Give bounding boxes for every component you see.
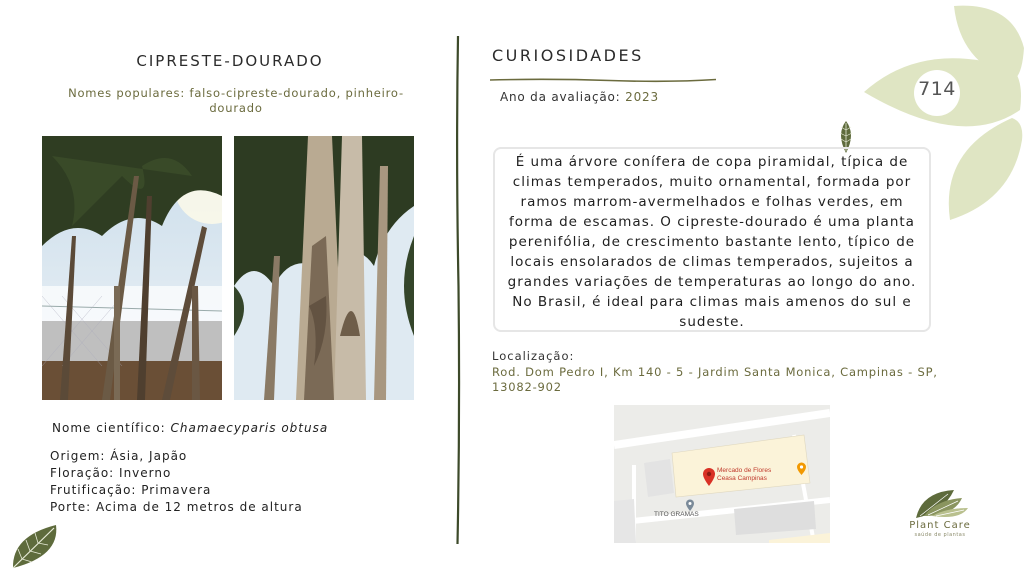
- location-address[interactable]: Rod. Dom Pedro I, Km 140 - 5 - Jardim Santa Monica, Campinas - SP, 13082-902: [492, 365, 938, 394]
- scientific-name-value: Chamaecyparis obtusa: [170, 421, 329, 435]
- fact-label: Porte:: [50, 500, 92, 514]
- plant-care-logo: [914, 488, 970, 524]
- location-map[interactable]: [614, 405, 830, 543]
- food-marker-icon: [796, 461, 807, 480]
- fact-value: Primavera: [141, 483, 212, 497]
- brand-tagline: saúde de plantas: [914, 532, 966, 538]
- map-pin-label: [717, 467, 771, 483]
- fact-value: Acima de 12 metros de altura: [96, 500, 303, 514]
- curiosities-title: CURIOSIDADES: [492, 46, 644, 65]
- scientific-name: [52, 421, 328, 435]
- fact-origin: [50, 448, 303, 465]
- evaluation-year: [500, 90, 659, 104]
- fact-value: Ásia, Japão: [110, 449, 188, 463]
- leaf-icon: [10, 522, 60, 574]
- plant-title: CIPRESTE-DOURADO: [136, 52, 324, 70]
- location-label: Localização:: [492, 349, 575, 363]
- map-secondary-label: TITO GRAMAS: [654, 511, 699, 518]
- plant-facts: [50, 448, 303, 516]
- year-value: 2023: [625, 90, 659, 104]
- tree-photo-1: [42, 136, 222, 400]
- map-pin-label-line1: Mercado de Flores: [717, 467, 772, 474]
- badge-number: 714: [918, 78, 956, 100]
- fact-label: Floração:: [50, 466, 115, 480]
- decorative-leaves: [862, 0, 1024, 234]
- description-text: É uma árvore conífera de copa piramidal, típica de climas temperados, muito ornamental, formada por ramos marrom-avermelhados e folhas verdes, em forma de escamas. O cipreste-dourado é uma planta perenifólia, de crescimento bastante lento, típico de locais ensolarados de climas temperados, sujeitos a grandes variações de temperaturas ao longo do ano. No Brasil, é ideal para climas mais amenos do sul e sudeste.: [507, 154, 917, 330]
- fact-value: Inverno: [119, 466, 172, 480]
- fact-label: Frutificação:: [50, 483, 137, 497]
- fact-label: Origem:: [50, 449, 106, 463]
- title-underline: [490, 68, 716, 74]
- fact-flowering: [50, 465, 303, 482]
- year-label: Ano da avaliação:: [500, 90, 621, 104]
- popular-names-label: Nomes populares:: [68, 86, 186, 100]
- map-pin-label-line2: Ceasa Campinas: [717, 475, 767, 482]
- brand-name: Plant Care: [909, 520, 971, 531]
- map-pin-icon: [702, 467, 716, 491]
- popular-names-value: falso-cipreste-dourado, pinheiro-dourado: [189, 86, 404, 115]
- scientific-name-label: Nome científico:: [52, 421, 166, 435]
- fact-fruiting: [50, 482, 303, 499]
- popular-names: [46, 86, 426, 116]
- tree-photo-2: [234, 136, 414, 400]
- fact-size: [50, 499, 303, 516]
- column-divider: [455, 36, 461, 544]
